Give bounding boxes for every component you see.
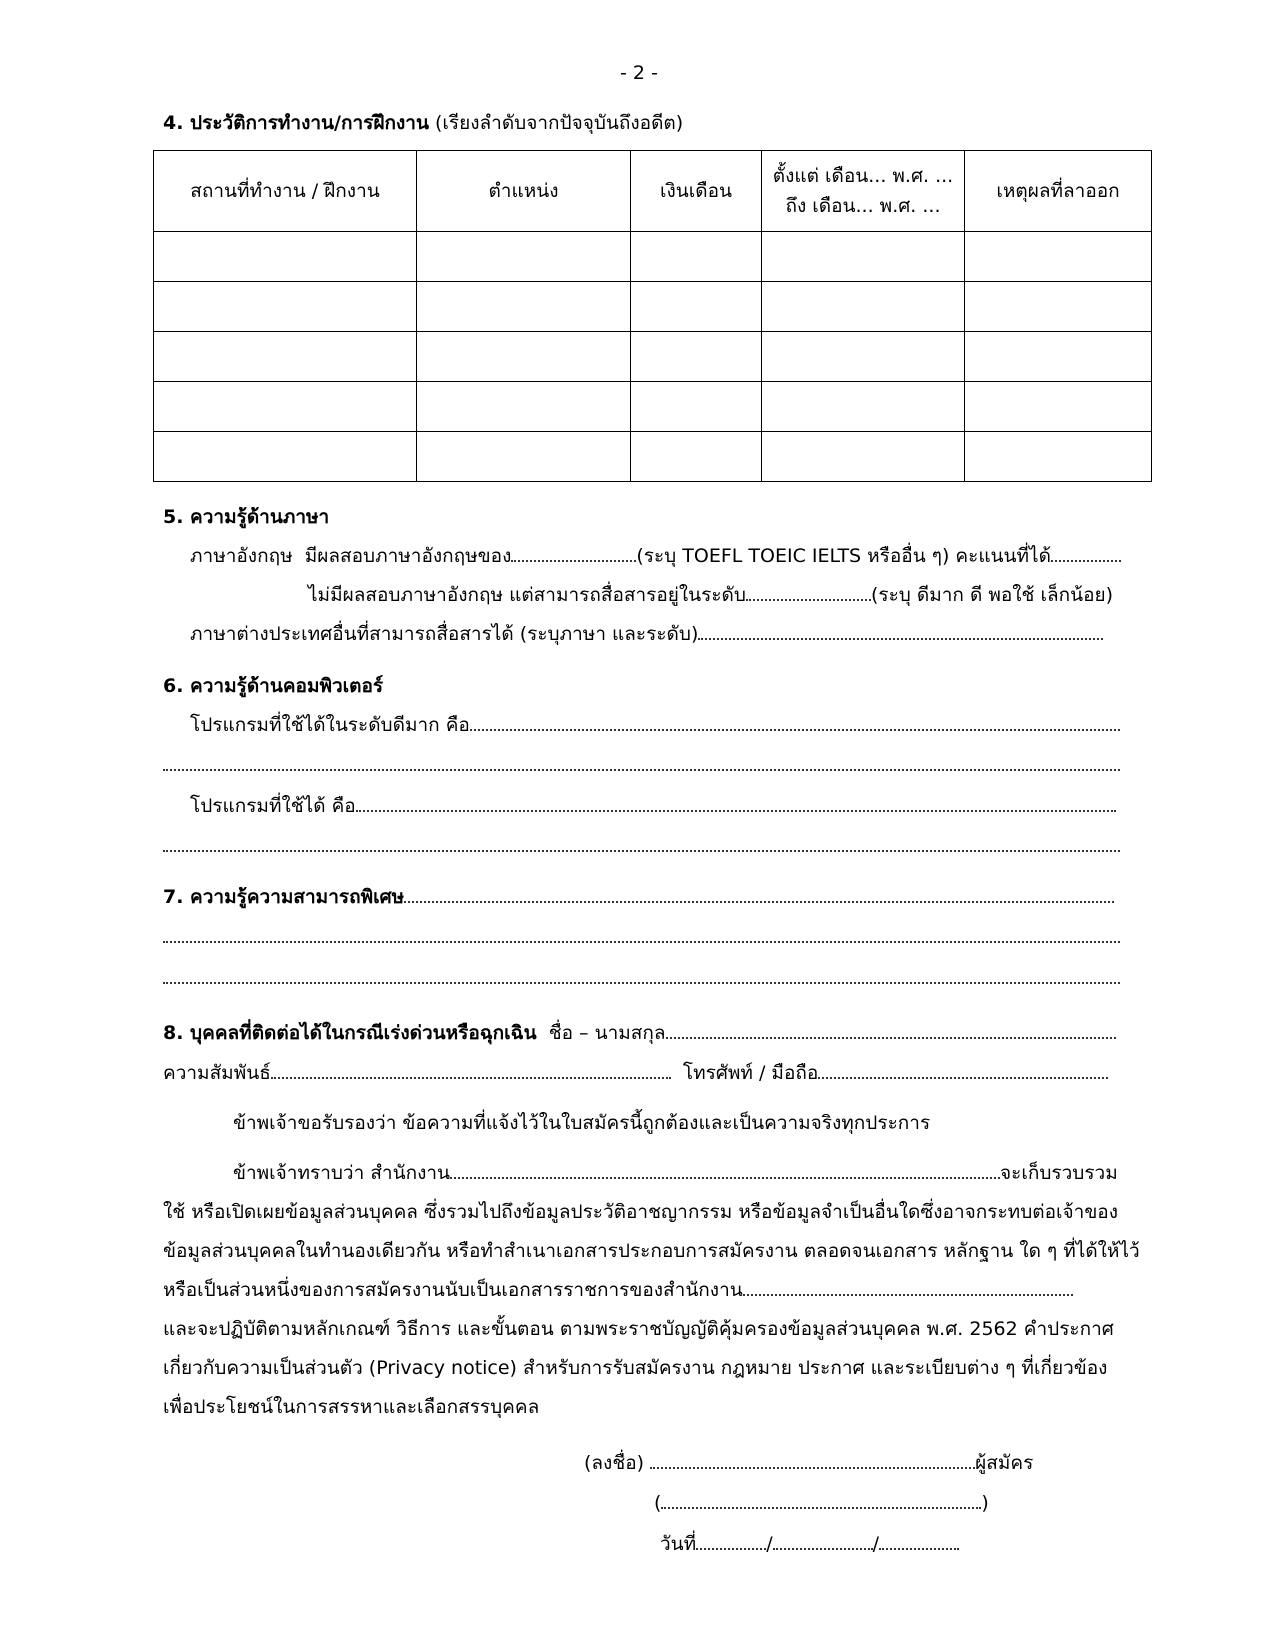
section-4-note: (เรียงลำดับจากปัจจุบันถึงอดีต)	[434, 112, 684, 134]
table-row	[154, 382, 1152, 432]
date-year-field[interactable]	[879, 1548, 959, 1550]
special-skills-field[interactable]	[404, 901, 1114, 903]
english-test-name-field[interactable]	[511, 560, 636, 562]
table-cell[interactable]	[965, 432, 1152, 482]
date-slash-2: /	[872, 1533, 879, 1555]
computer-very-good-field[interactable]	[470, 729, 1120, 731]
section-5-title: 5. ความรู้ด้านภาษา	[163, 506, 330, 528]
table-cell[interactable]	[762, 432, 965, 482]
section-7-title: 7. ความรู้ความสามารถพิเศษ	[163, 886, 405, 908]
table-cell[interactable]	[631, 332, 762, 382]
declaration-line-7: เพื่อประโยชน์ในการสรรหาและเลือกสรรบุคคล	[163, 1396, 540, 1418]
emergency-contact-line	[163, 1024, 1116, 1043]
declaration-line-3: ข้อมูลส่วนบุคคลในทำนองเดียวกัน หรือทำสำเนาเอกสารประกอบการสมัครงาน ตลอดจนเอกสาร หลักฐาน ใด ๆ ที่ได้ให้ไว้	[163, 1240, 1140, 1262]
header-salary: เงินเดือน	[631, 151, 762, 232]
computer-very-good-field-2[interactable]	[163, 769, 1120, 771]
computer-usable-line-2	[163, 837, 1120, 856]
english-label: ภาษาอังกฤษ	[190, 545, 293, 567]
table-cell[interactable]	[965, 332, 1152, 382]
table-cell[interactable]	[762, 332, 965, 382]
date-month-field[interactable]	[773, 1548, 873, 1550]
header-period-to: ถึง เดือน... พ.ศ. ...	[785, 195, 941, 217]
printed-name-field[interactable]	[661, 1507, 981, 1509]
section-4-heading	[163, 114, 683, 133]
header-position: ตำแหน่ง	[417, 151, 631, 232]
table-cell[interactable]	[417, 332, 631, 382]
header-reason: เหตุผลที่ลาออก	[965, 151, 1152, 232]
emergency-name-field[interactable]	[666, 1037, 1116, 1039]
special-skills-line-2	[163, 928, 1120, 947]
declaration-line-4	[163, 1281, 1073, 1300]
table-cell[interactable]	[762, 232, 965, 282]
table-cell[interactable]	[417, 232, 631, 282]
section-8-title: 8. บุคคลที่ติดต่อได้ในกรณีเร่งด่วนหรือฉุกเฉิน	[163, 1022, 537, 1044]
declaration-aware-start: ข้าพเจ้าทราบว่า สำนักงาน	[233, 1162, 451, 1184]
table-cell[interactable]	[154, 382, 417, 432]
table-cell[interactable]	[965, 282, 1152, 332]
table-cell[interactable]	[154, 432, 417, 482]
table-cell[interactable]	[762, 282, 965, 332]
table-cell[interactable]	[631, 382, 762, 432]
special-skills-field-3[interactable]	[163, 982, 1120, 984]
english-level-field[interactable]	[746, 599, 871, 601]
date-slash-1: /	[766, 1533, 773, 1555]
english-no-score-label: ไม่มีผลสอบภาษาอังกฤษ แต่สามารถสื่อสารอยู่ในระดับ	[308, 584, 746, 606]
special-skills-line	[163, 888, 1114, 907]
office-name-field-2[interactable]	[743, 1294, 1073, 1296]
work-history-table	[153, 150, 1152, 482]
table-cell[interactable]	[154, 232, 417, 282]
table-cell[interactable]	[965, 382, 1152, 432]
emergency-phone-label: โทรศัพท์ / มือถือ	[682, 1062, 819, 1084]
table-row	[154, 332, 1152, 382]
declaration-line-6: เกี่ยวกับความเป็นส่วนตัว (Privacy notice) สำหรับการรับสมัครงาน กฎหมาย ประกาศ และระเบียบต่าง ๆ ที่เกี่ยวข้อง	[163, 1357, 1108, 1379]
office-name-field[interactable]	[450, 1177, 1000, 1179]
english-test-note: (ระบุ TOEFL TOEIC IELTS หรืออื่น ๆ) คะแนนที่ได้	[636, 545, 1051, 567]
computer-very-good-line	[190, 716, 1120, 735]
declaration-line-2: ใช้ หรือเปิดเผยข้อมูลส่วนบุคคล ซึ่งรวมไปถึงข้อมูลประวัติอาชญากรรม หรือข้อมูลจำเป็นอื่นใดซึ่งอาจกระทบต่อเจ้าของ	[163, 1201, 1118, 1223]
computer-usable-label: โปรแกรมที่ใช้ได้ คือ	[190, 795, 356, 817]
table-cell[interactable]	[965, 232, 1152, 282]
english-score-line	[190, 547, 1121, 566]
english-level-note: (ระบุ ดีมาก ดี พอใช้ เล็กน้อย)	[870, 584, 1114, 606]
declaration-line-4-text: หรือเป็นส่วนหนึ่งของการสมัครงานนับเป็นเอกสารราชการของสำนักงาน	[163, 1279, 743, 1301]
special-skills-line-3	[163, 969, 1120, 988]
page-number: - 2 -	[620, 62, 658, 84]
table-row	[154, 282, 1152, 332]
table-row	[154, 232, 1152, 282]
declaration-aware-end: จะเก็บรวบรวม	[1000, 1162, 1118, 1184]
header-period-from: ตั้งแต่ เดือน... พ.ศ. ...	[772, 164, 954, 187]
section-4-title: 4. ประวัติการทำงาน/การฝึกงาน	[163, 112, 429, 134]
table-cell[interactable]	[154, 332, 417, 382]
table-cell[interactable]	[417, 282, 631, 332]
table-cell[interactable]	[631, 432, 762, 482]
signature-field[interactable]	[650, 1467, 975, 1469]
other-language-line	[190, 625, 1103, 644]
section-6-title: 6. ความรู้ด้านคอมพิวเตอร์	[163, 675, 384, 697]
table-cell[interactable]	[631, 232, 762, 282]
emergency-name-label: ชื่อ – นามสกุล	[548, 1022, 666, 1044]
english-level-line	[308, 586, 1113, 605]
sign-label: (ลงชื่อ)	[584, 1452, 645, 1474]
signature-line	[584, 1454, 1033, 1473]
emergency-relation-field[interactable]	[271, 1077, 671, 1079]
computer-very-good-label: โปรแกรมที่ใช้ได้ในระดับดีมาก คือ	[190, 714, 470, 736]
table-cell[interactable]	[154, 282, 417, 332]
table-row	[154, 432, 1152, 482]
computer-usable-line	[190, 797, 1116, 816]
computer-very-good-line-2	[163, 756, 1120, 775]
date-day-field[interactable]	[696, 1548, 766, 1550]
table-cell[interactable]	[631, 282, 762, 332]
other-language-field[interactable]	[698, 638, 1103, 640]
computer-usable-field-2[interactable]	[163, 850, 1120, 852]
other-language-label: ภาษาต่างประเทศอื่นที่สามารถสื่อสารได้ (ระบุภาษา และระดับ)	[190, 623, 699, 645]
declaration-aware-line	[233, 1164, 1118, 1183]
table-cell[interactable]	[417, 382, 631, 432]
open-paren: (	[654, 1492, 662, 1514]
emergency-relation-line	[163, 1064, 1108, 1083]
emergency-relation-label: ความสัมพันธ์	[163, 1062, 271, 1084]
computer-usable-field[interactable]	[356, 810, 1116, 812]
english-score-field[interactable]	[1051, 560, 1121, 562]
applicant-label: ผู้สมัคร	[975, 1452, 1034, 1474]
emergency-phone-field[interactable]	[818, 1077, 1108, 1079]
header-period	[762, 151, 965, 232]
table-cell[interactable]	[762, 382, 965, 432]
header-place: สถานที่ทำงาน / ฝึกงาน	[154, 151, 417, 232]
date-line	[660, 1535, 959, 1554]
printed-name-line	[654, 1494, 989, 1513]
date-label: วันที่	[660, 1533, 697, 1555]
table-cell[interactable]	[417, 432, 631, 482]
declaration-certify: ข้าพเจ้าขอรับรองว่า ข้อความที่แจ้งไว้ในใบสมัครนี้ถูกต้องและเป็นความจริงทุกประการ	[233, 1112, 931, 1134]
english-has-score-label: มีผลสอบภาษาอังกฤษของ	[304, 545, 512, 567]
table-header-row	[154, 151, 1152, 232]
declaration-line-5: และจะปฏิบัติตามหลักเกณฑ์ วิธีการ และขั้นตอน ตามพระราชบัญญัติคุ้มครองข้อมูลส่วนบุคคล พ.ศ. 2562 คำประกาศ	[163, 1318, 1114, 1340]
close-paren: )	[981, 1492, 989, 1514]
special-skills-field-2[interactable]	[163, 941, 1120, 943]
